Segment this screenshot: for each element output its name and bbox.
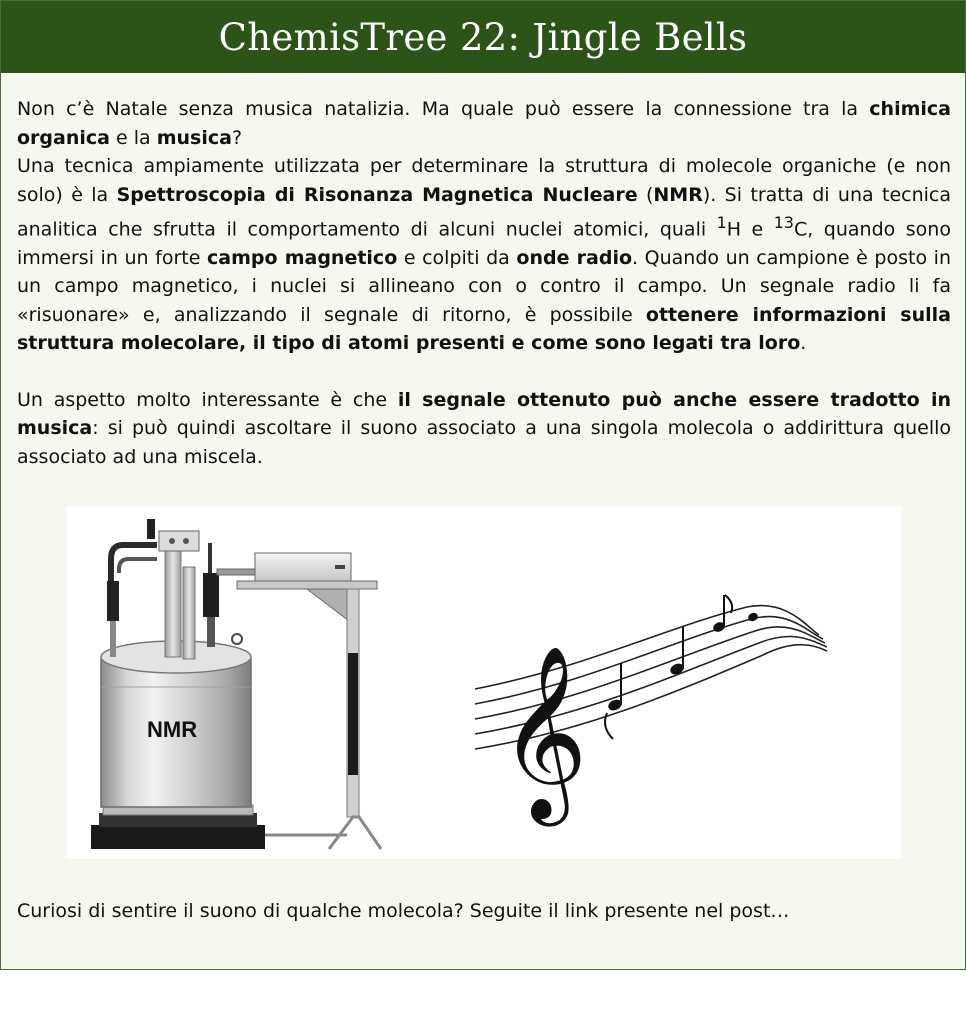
text-run: Non c’è Natale senza musica natalizia. Ma quale può essere la connessione tra la xyxy=(17,98,870,120)
text-run: Un aspetto molto interessante è che xyxy=(17,388,398,411)
text-run: ( xyxy=(637,183,654,206)
bold-term: musica xyxy=(156,126,232,149)
page-title: ChemisTree 22: Jingle Bells xyxy=(218,15,748,59)
bold-term: il segnale ottenuto può anche essere tradotto in musica xyxy=(17,388,952,440)
text-run: : si può quindi ascoltare il suono associato a una singola molecola o addirittura quello associato ad una miscela. xyxy=(17,417,951,468)
bold-term: campo magnetico xyxy=(207,246,398,269)
bold-term: onde radio xyxy=(516,246,633,269)
text-run: Una tecnica ampiamente utilizzata per determinare la struttura di molecole organiche (e non solo) è la xyxy=(17,155,951,206)
treble-clef-icon: 𝄞 xyxy=(499,645,588,819)
music-paragraph xyxy=(17,386,951,472)
text-run: . xyxy=(800,332,807,355)
superscript: 13 xyxy=(773,213,794,232)
text-run: ? xyxy=(231,126,243,149)
music-staff xyxy=(475,595,827,827)
nmr-machine xyxy=(91,519,381,849)
text-run: e la xyxy=(109,126,157,149)
intro-paragraph xyxy=(17,95,951,152)
text-run: e colpiti da xyxy=(397,246,517,269)
illustration xyxy=(67,507,901,859)
title-bar xyxy=(1,1,965,73)
body-text xyxy=(17,95,951,471)
nmr-music-illustration xyxy=(67,507,901,859)
superscript: 1 xyxy=(716,213,727,232)
bold-term: NMR xyxy=(653,183,703,206)
bold-term: chimica organica xyxy=(17,98,951,149)
text-run: ). Si tratta di una tecnica analitica che sfrutta il comportamento di alcuni nuclei atomici, quali xyxy=(17,183,951,241)
text-run: H e xyxy=(726,218,774,241)
footer-text: Curiosi di sentire il suono di qualche molecola? Seguite il link presente nel post… xyxy=(17,900,790,922)
bold-term: ottenere informazioni sulla struttura molecolare, il tipo di atomi presenti e come sono legati tra loro xyxy=(17,303,951,355)
nmr-paragraph xyxy=(17,152,951,358)
text-run: . Quando un campione è posto in un campo magnetico, i nuclei si allineano con o contro il campo. Un segnale radio li fa «risuonare» e, analizzando il segnale di ritorno, è possibile xyxy=(17,246,951,326)
bold-term: Spettroscopia di Risonanza Magnetica Nucleare xyxy=(116,183,638,206)
nmr-label: NMR xyxy=(147,717,198,742)
text-run: C, quando sono immersi in un forte xyxy=(17,218,951,269)
